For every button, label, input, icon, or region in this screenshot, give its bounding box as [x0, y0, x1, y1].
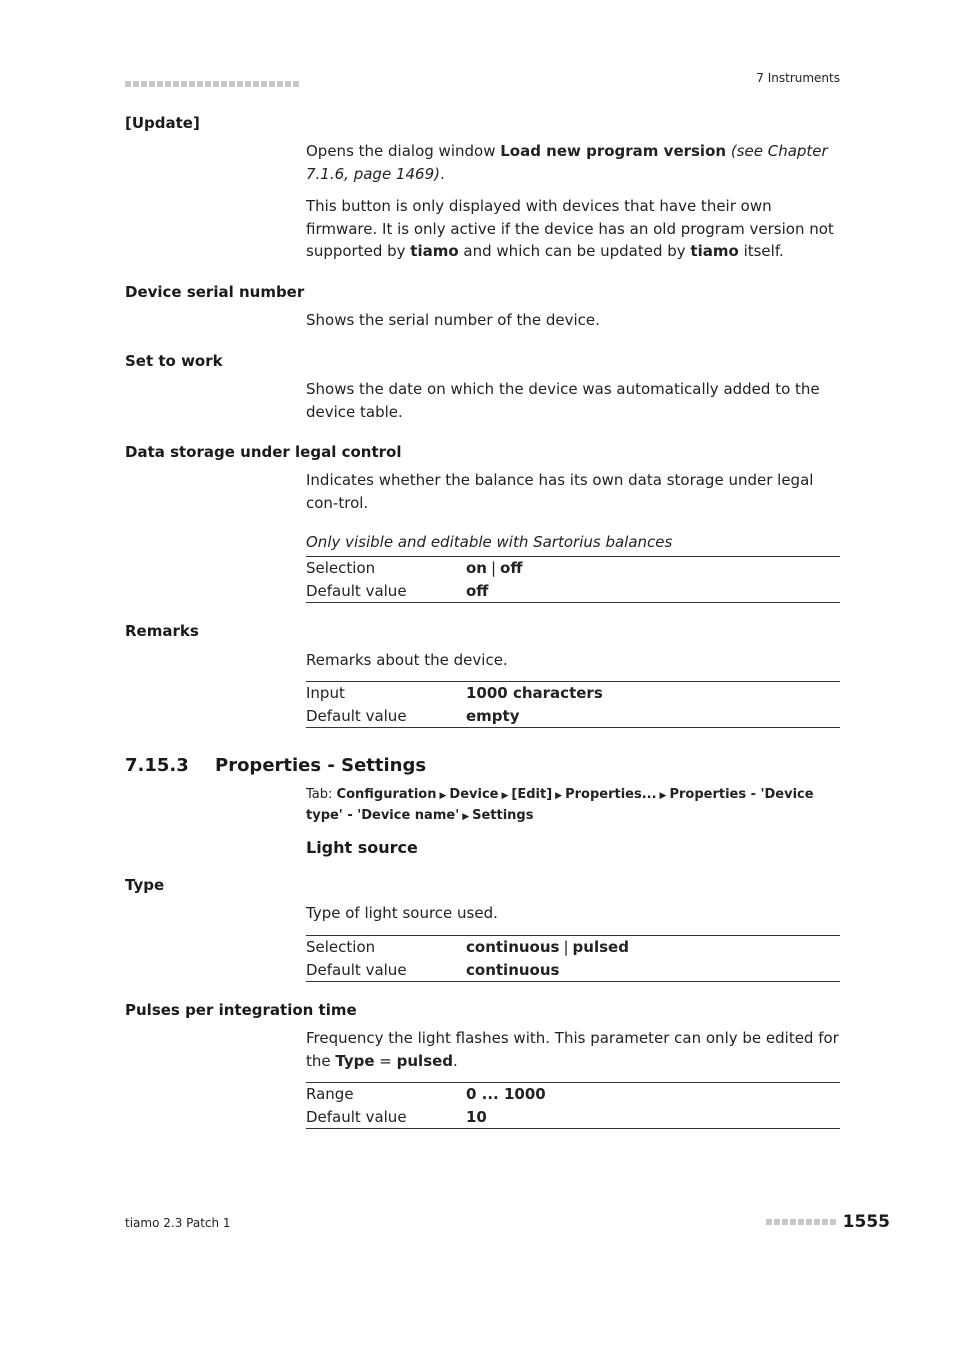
serial-description: Shows the serial number of the device. [306, 311, 600, 329]
table-row: Default value off [306, 581, 489, 600]
term-remarks: Remarks [125, 622, 199, 640]
term-device-serial-number: Device serial number [125, 283, 305, 301]
arrow-right-icon: ▶ [659, 791, 667, 801]
table-row: Selection on | off [306, 559, 523, 578]
remarks-description: Remarks about the device. [306, 651, 508, 669]
subheading-light-source: Light source [306, 838, 418, 857]
arrow-right-icon: ▶ [555, 791, 563, 801]
term-type: Type [125, 876, 165, 894]
section-title: Properties - Settings [215, 755, 427, 776]
table-row: Range 0 ... 1000 [306, 1085, 546, 1104]
data-storage-parameter-table [306, 556, 840, 603]
tab-path: Tab: Configuration ▶ Device ▶ [Edit] ▶ Properties... ▶ Properties - 'Device type' - 'Device name' ▶ Settings [306, 787, 814, 823]
header-decoration [125, 73, 301, 92]
arrow-right-icon: ▶ [501, 791, 509, 801]
pulses-parameter-table [306, 1082, 840, 1129]
term-data-storage: Data storage under legal control [125, 443, 402, 461]
footer-page [766, 1212, 890, 1232]
type-parameter-table [306, 935, 840, 982]
type-description: Type of light source used. [306, 904, 498, 922]
term-update: [Update] [125, 114, 200, 132]
data-storage-note: Only visible and editable with Sartorius balances [306, 533, 673, 551]
table-row: Selection continuous | pulsed [306, 938, 629, 957]
table-row: Input 1000 characters [306, 684, 603, 703]
arrow-right-icon: ▶ [462, 812, 470, 822]
update-description: Opens the dialog window Load new program version (see Chapter 7.1.6, page 1469). This button is only displayed with devices that have their own firmware. It is only active if the device has an old program version not supported by tiamo and which can be updated by tiamo itself. [306, 142, 834, 260]
table-row: Default value continuous [306, 960, 560, 979]
footer-product: tiamo 2.3 Patch 1 [125, 1216, 231, 1230]
section-number: 7.15.3 [125, 755, 189, 776]
pulses-description: Frequency the light flashes with. This parameter can only be edited for the Type = pulsed. [306, 1029, 839, 1070]
remarks-parameter-table [306, 681, 840, 728]
term-pulses-per-integration-time: Pulses per integration time [125, 1001, 357, 1019]
table-row: Default value 10 [306, 1107, 487, 1126]
data-storage-description: Indicates whether the balance has its own data storage under legal con-trol. [306, 471, 814, 512]
set-to-work-description: Shows the date on which the device was automatically added to the device table. [306, 380, 820, 421]
running-header-chapter: 7 Instruments [756, 71, 840, 85]
term-set-to-work: Set to work [125, 352, 223, 370]
arrow-right-icon: ▶ [439, 791, 447, 801]
page-number: 1555 [842, 1212, 890, 1232]
table-row: Default value empty [306, 706, 520, 725]
